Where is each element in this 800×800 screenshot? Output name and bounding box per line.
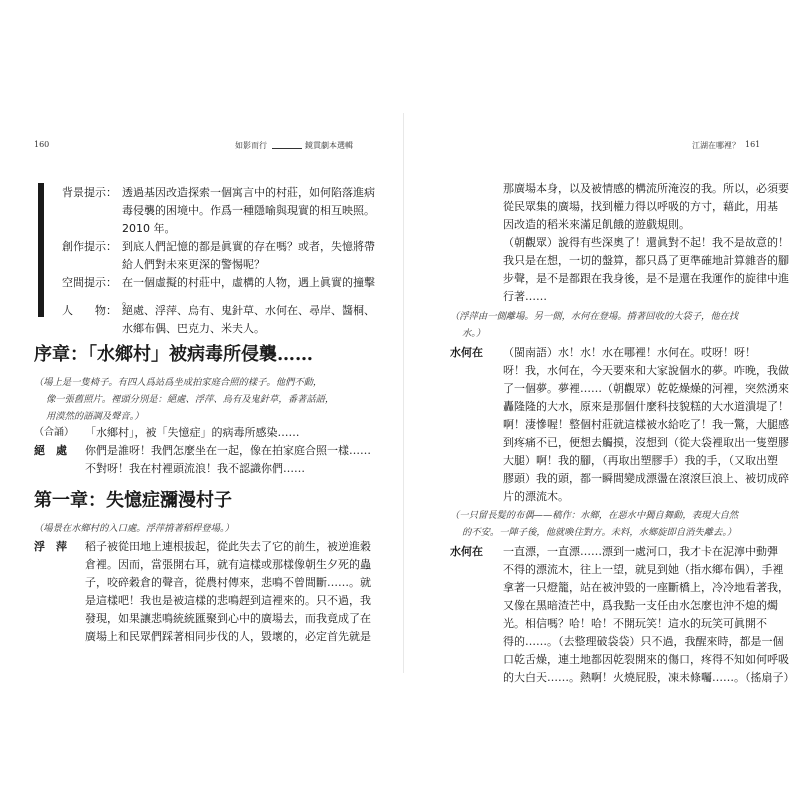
speaker-fuping: 浮 萍 (34, 540, 67, 553)
dialogue-line: 廣場上和民眾們踩著相同步伐的人，毀壞的，必定首先就是 (85, 630, 371, 643)
dialogue-line: 因改造的稻米來滿足飢餓的遊戲規則。 (503, 218, 690, 231)
speaker-shuiheizai: 水何在 (450, 346, 483, 359)
dialogue-line: 啊！淒慘喔！整個村莊就這樣被水給吃了！我一驚，大腿感 (503, 418, 789, 431)
stage-direction: （場上是一隻椅子。有四人爲站爲坐成拍家庭合照的樣子。他們不動， (34, 377, 323, 388)
dialogue-line: 轟隆隆的大水，原來是那個什麼科技貌糕的大水道潰堤了！ (503, 400, 789, 413)
left-running-head-book: 如影而行 (235, 141, 267, 150)
dialogue-line: 你們是誰呀！我們怎麼坐在一起，像在拍家庭合照一樣…… (85, 444, 371, 457)
dialogue-line: 行著…… (503, 290, 547, 303)
dialogue-line: 發現，如果讓悲鳴統統匯聚到心中的廣場去，而我竟成了在 (85, 612, 371, 625)
left-page-number: 160 (34, 140, 50, 149)
dialogue-line: 片的漂流木。 (503, 490, 569, 503)
chorus-label: （合誦） (34, 427, 74, 438)
dialogue-line: （朝觀眾）說得有些深奧了！還眞對不起！我不是故意的！ (503, 236, 789, 249)
speaker-jueshu: 絕 處 (34, 444, 67, 457)
dialogue-line: 那廣場本身，以及被情感的構流所淹沒的我。所以，必須要 (503, 182, 789, 195)
stage-direction: 用漠然的語調及聲音。） (46, 411, 144, 422)
sp-label: 空間提示： (62, 276, 117, 289)
sp-text: 。 (122, 294, 133, 307)
dialogue-line: 我只是在想，一切的盤算，都只爲了更準確地計算雜沓的腳 (503, 254, 789, 267)
page-gutter (403, 113, 404, 673)
dialogue-line: 拿著一只燈籠，站在被沖毀的一座斷橋上，冷冷地看著我， (503, 581, 789, 594)
bg-label: 背景提示： (62, 186, 117, 199)
dialogue-line: 了一個夢。夢裡……（朝觀眾）乾乾燥燥的河裡，突然湧來 (503, 382, 789, 395)
ch-label: 人 物： (62, 304, 117, 317)
prologue-title: 序章：「水鄉村」被病毒所侵襲…… (34, 344, 313, 365)
stage-direction: （場景在水鄉村的入口處。浮萍揹著稻桿登場。） (34, 523, 234, 534)
dialogue-line: 倉裡。因而，當張開右耳，就有這樣或那樣像朝生夕死的蟲 (85, 558, 371, 571)
dialogue-line: 從民眾集的廣場，找到權力得以呼吸的方寸，藉此，用基 (503, 200, 778, 213)
stage-direction: （一只留長髮的布偶——稿作：水鄉，在惡水中獨自舞動，表現大自然 (450, 510, 739, 521)
right-page-number: 161 (745, 140, 761, 149)
cr-text: 給人們對未來更深的警惕呢？ (122, 258, 265, 271)
dialogue-line: 不對呀！我在村裡頭流浪！我不認識你們…… (85, 462, 305, 475)
dialogue-line: 到疼痛不已，便想去觸摸，沒想到（從大袋裡取出一隻塑膠 (503, 436, 789, 449)
sp-text: 在一個虛擬的村莊中，虛構的人物，遇上眞實的撞擊 (122, 276, 375, 289)
dialogue-line: 子，咬碎穀倉的聲音，從農村傳來，悲鳴不曾間斷……。就 (85, 576, 371, 589)
bg-text: 透過基因改造探索一個寓言中的村莊，如何陷落進病 (122, 186, 375, 199)
stage-direction: 水。） (462, 328, 486, 339)
chorus-text: 「水鄉村」，被「失憶症」的病毒所感染…… (85, 426, 300, 439)
stage-direction: （浮萍由一側離場。另一側，水何在登場。揹著回收的大袋子，他在找 (450, 311, 739, 322)
running-head-rule (272, 148, 302, 149)
dialogue-line: 一直漂，一直漂……漂到一處河口，我才卡在泥濘中動彈 (503, 545, 778, 558)
ch-text: 水鄉布偶、巴克力、米夫人。 (122, 322, 265, 335)
ch-text: 絕處、浮萍、烏有、鬼針草、水何在、尋岸、醬桐、 (122, 304, 375, 317)
left-running-head-section: 鏡貫劇本選輯 (305, 141, 353, 150)
dialogue-line: 膠頭）我的頭，都一瞬間變成漂盪在滾滾巨浪上、被切成碎 (503, 472, 789, 485)
bg-text: 2010 年。 (122, 222, 176, 235)
right-running-head-section: 江湖在哪裡？ (692, 141, 740, 150)
cr-label: 創作提示： (62, 240, 117, 253)
dialogue-line: 口乾舌燥，連土地都因乾裂開來的傷口，疼得不知如何呼吸 (503, 653, 789, 666)
dialogue-line: 稻子被從田地上連根拔起，從此失去了它的前生，被逆進穀 (85, 540, 371, 553)
bg-text: 毒侵襲的困境中。作爲一種隱喻與現實的相互映照。 (122, 204, 375, 217)
dialogue-line: 得的……。（去整理破袋袋）只不過，我醒來時，都是一個 (503, 635, 784, 648)
dialogue-line: 的大白天……。熱啊！火燒屁股，凍未條囑……。（搖扇子） (503, 671, 795, 684)
cr-text: 到底人們記憶的都是眞實的存在嗎？或者，失憶將帶 (122, 240, 375, 253)
dialogue-line: 是這樣吧！我也是被這樣的悲鳴趕到這裡來的。只不過，我 (85, 594, 371, 607)
dialogue-line: 呀！我，水何在，今天要來和大家說個水的夢。咋晚，我做 (503, 364, 789, 377)
chapter1-title: 第一章：失憶症瀰漫村子 (34, 490, 232, 511)
dialogue-line: 步聲，是不是都跟在我身後，是不是還在我運作的旋律中進 (503, 272, 789, 285)
speaker-shuiheizai: 水何在 (450, 545, 483, 558)
info-side-bar (38, 183, 44, 317)
dialogue-line: 光。相信嗎？哈！哈！不開玩笑！這水的玩笑可眞開不 (503, 617, 767, 630)
stage-direction: 像一張舊照片。裡頭分別是：絕處、浮萍、烏有及鬼針草，番著話語， (46, 394, 335, 405)
dialogue-line: 又像在黑暗渣芒中，爲我點一支任由水怎麼也沖不熄的燭 (503, 599, 778, 612)
stage-direction: 的不安。一陣子後，他就喚住對方。未料，水鄉旋即自消失離去。） (462, 527, 737, 538)
dialogue-line: （閩南語）水！水！水在哪裡！水何在。哎呀！呀！ (503, 346, 756, 359)
dialogue-line: 大腿）啊！我的腳，（再取出塑膠手）我的手，（又取出塑 (503, 454, 778, 467)
dialogue-line: 不得的漂流木，往上一望，就見到她（指水鄉布偶），手裡 (503, 563, 784, 576)
